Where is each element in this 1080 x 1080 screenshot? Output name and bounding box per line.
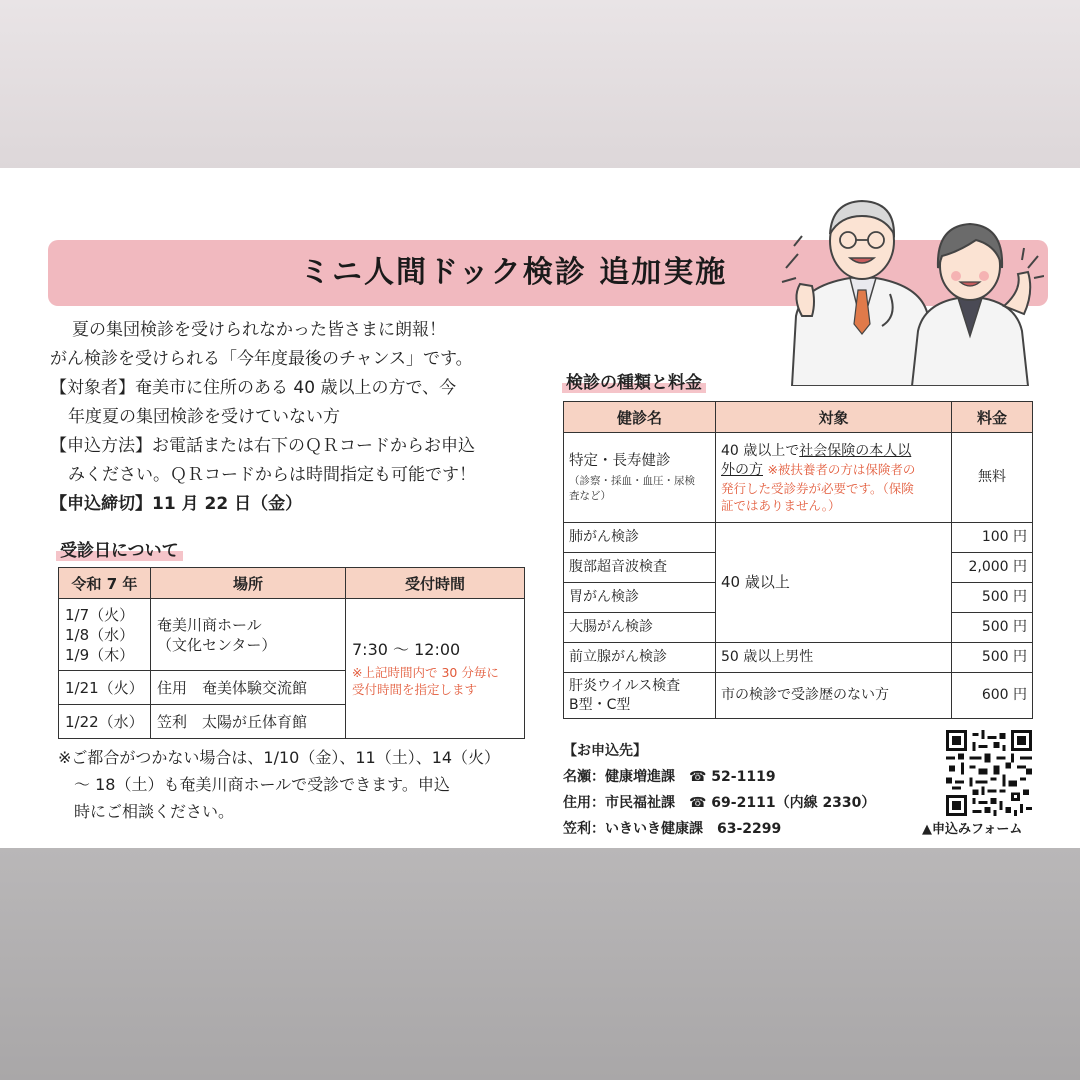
column-header: 場所 — [151, 568, 346, 599]
column-header: 対象 — [716, 402, 952, 433]
fee-cell: 600 円 — [952, 673, 1033, 719]
date-cell: 1/22（水） — [59, 705, 151, 739]
contact-line: 笠利：いきいき健康課 63-2299 — [563, 821, 782, 837]
exam-name: 特定・長寿健診 — [569, 452, 671, 469]
column-header: 健診名 — [564, 402, 716, 433]
target-line — [721, 442, 946, 461]
fee-cell: 500 円 — [952, 583, 1033, 613]
column-header: 料金 — [952, 402, 1033, 433]
place-value: （文化センター） — [157, 635, 277, 654]
target-line — [721, 461, 946, 480]
footnote-line: ～ 18（土）も奄美川商ホールで受診できます。申込 — [74, 775, 450, 794]
table-row — [564, 523, 1033, 553]
target-text: 外の方 — [721, 461, 763, 478]
table-header-row — [564, 402, 1033, 433]
method-text-1: お電話または右下のＱＲコードからお申込 — [152, 436, 475, 456]
table-row — [564, 433, 1033, 523]
time-note: ※上記時間内で 30 分毎に — [352, 664, 499, 680]
male-doctor-icon — [782, 201, 932, 386]
intro-line-2: がん検診を受けられる「今年度最後のチャンス」です。 — [50, 349, 473, 369]
time-cell — [346, 599, 525, 739]
exam-name-cell — [564, 433, 716, 523]
contact-heading: 【お申込先】 — [563, 743, 647, 759]
table-row — [59, 599, 525, 671]
deadline-line — [50, 490, 530, 519]
schedule-footnote — [58, 744, 528, 825]
deadline-label: 【申込締切】 — [50, 494, 152, 514]
date-cell: 1/21（火） — [59, 671, 151, 705]
target-text: 40 歳以上で — [721, 442, 800, 459]
intro-text — [50, 316, 530, 519]
top-backdrop — [0, 0, 1080, 168]
target-note: 証ではありません。） — [721, 497, 841, 513]
schedule-heading: 受診日について — [56, 536, 183, 561]
intro-line-1: 夏の集団検診を受けられなかった皆さまに朗報！ — [72, 320, 446, 340]
target-cell: 40 歳以上 — [716, 523, 952, 643]
female-doctor-icon — [912, 224, 1044, 386]
target-line-1 — [50, 374, 530, 403]
method-line-1 — [50, 432, 530, 461]
table-row — [564, 643, 1033, 673]
exam-name-cell: 腹部超音波検査 — [564, 553, 716, 583]
contact-line: 住用：市民福祉課 ☎ 69-2111（内線 2330） — [563, 795, 876, 811]
fee-cell: 無料 — [952, 433, 1033, 523]
qr-label: ▲申込みフォーム — [922, 822, 1023, 837]
place-value: 奄美川商ホール — [157, 615, 262, 634]
price-table — [563, 401, 1033, 719]
target-label: 【対象者】 — [50, 378, 135, 398]
fee-cell: 500 円 — [952, 643, 1033, 673]
exam-name-cell: 肺がん検診 — [564, 523, 716, 553]
deadline-text: 11 月 22 日（金） — [152, 494, 303, 514]
method-label: 【申込方法】 — [50, 436, 152, 456]
footnote-line: ※ご都合がつかない場合は、1/10（金）、11（土）、14（火） — [58, 748, 501, 767]
exam-name-cell — [564, 673, 716, 719]
exam-sub: B型・C型 — [569, 696, 631, 713]
target-note: ※被扶養者の方は保険者の — [767, 461, 916, 477]
method-text-2: みください。ＱＲコードからは時間指定も可能です！ — [68, 465, 476, 485]
target-text-2: 年度夏の集団検診を受けていない方 — [68, 407, 340, 427]
table-header-row — [59, 568, 525, 599]
fee-cell: 500 円 — [952, 613, 1033, 643]
fee-cell: 2,000 円 — [952, 553, 1033, 583]
date-value: 1/7（火） — [65, 605, 135, 624]
time-value: 7:30 ～ 12:00 — [352, 639, 461, 659]
schedule-table — [58, 567, 525, 739]
exam-name-cell: 胃がん検診 — [564, 583, 716, 613]
bottom-backdrop — [0, 848, 1080, 1080]
fee-cell: 100 円 — [952, 523, 1033, 553]
target-cell: 50 歳以上男性 — [716, 643, 952, 673]
footnote-line: 時にご相談ください。 — [74, 802, 235, 821]
target-cell: 市の検診で受診歴のない方 — [716, 673, 952, 719]
column-header: 令和 7 年 — [59, 568, 151, 599]
column-header: 受付時間 — [346, 568, 525, 599]
page-title: ミニ人間ドック検診 追加実施 — [300, 255, 728, 290]
date-cell — [59, 599, 151, 671]
date-value: 1/8（水） — [65, 625, 135, 644]
place-cell — [151, 599, 346, 671]
date-value: 1/9（木） — [65, 645, 135, 664]
qr-code-icon[interactable] — [946, 730, 1032, 816]
doctors-illustration — [772, 186, 1044, 386]
exam-sub: （診察・採血・血圧・尿検 — [569, 474, 695, 487]
time-note: 受付時間を指定します — [352, 681, 478, 697]
prices-heading: 検診の種類と料金 — [562, 368, 706, 393]
target-cell — [716, 433, 952, 523]
contact-line: 名瀬：健康増進課 ☎ 52-1119 — [563, 769, 776, 785]
target-text-1: 奄美市に住所のある 40 歳以上の方で、今 — [135, 378, 457, 398]
exam-name-cell: 大腸がん検診 — [564, 613, 716, 643]
place-cell: 笠利 太陽が丘体育館 — [151, 705, 346, 739]
place-cell: 住用 奄美体験交流館 — [151, 671, 346, 705]
contact-block — [563, 738, 923, 842]
exam-name: 肝炎ウイルス検査 — [569, 677, 681, 694]
exam-sub: 査など） — [569, 489, 611, 502]
exam-name-cell: 前立腺がん検診 — [564, 643, 716, 673]
target-note: 発行した受診券が必要です。（保険 — [721, 480, 914, 496]
table-row — [564, 673, 1033, 719]
target-text: 社会保険の本人以 — [799, 442, 912, 459]
